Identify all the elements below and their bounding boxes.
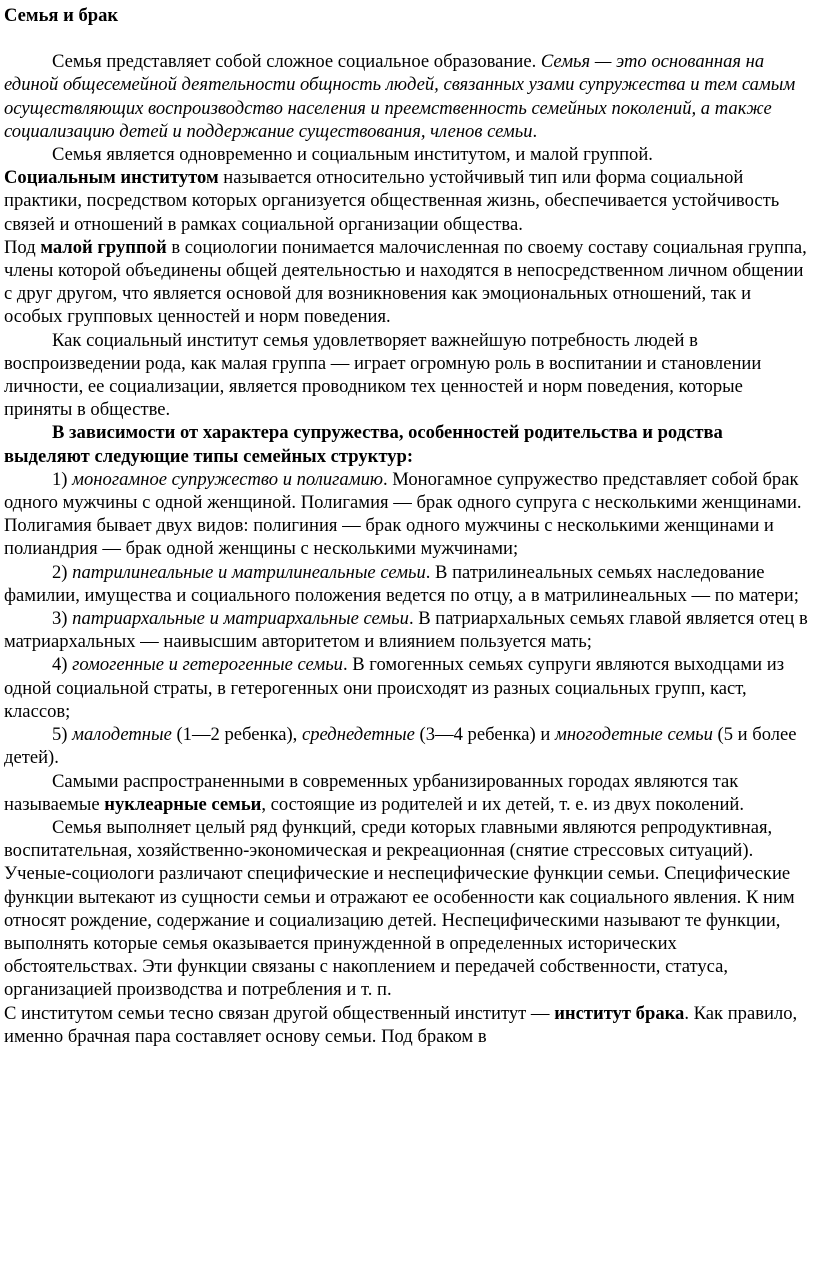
list-item-children-count: 5) малодетные (1—2 ребенка), среднедетные (3—4 ребенка) и многодетные семьи (5 и более детей). xyxy=(4,724,797,769)
term-nuclear-families: нуклеарные семьи xyxy=(104,793,262,815)
paragraph-social-institute: Социальным институтом называется относительно устойчивый тип или форма социальной практики, посредством которых организуется общественная жизнь, обеспечивается устойчивость связей и отношений в рамках социальной организации общества. xyxy=(4,167,780,235)
paragraph-family-functions: Семья выполняет целый ряд функций, среди которых главными являются репродуктивная, воспитательная, хозяйственно-экономическая и рекреационная (снятие стрессовых ситуаций). Ученые-социологи различают специфические и неспецифические функции семьи. Специфические функции вытекают из сущности семьи и отражают ее особенности как социального явления. К ним относят рождение, содержание и социализацию детей. Неспецифическими называют те функции, выполнять которые семья оказывается принужденной в определенных исторических обстоятельствах. Эти функции связаны с накоплением и передачей собственности, статуса, организацией производства и потребления и т. п. xyxy=(4,816,795,1001)
paragraph-nuclear-families: Самыми распространенными в современных урбанизированных городах являются так называемые нуклеарные семьи, состоящие из родителей и их детей, т. е. из двух поколений. xyxy=(4,770,745,815)
list-item-monogamy: 1) моногамное супружество и полигамию. Моногамное супружество представляет собой брак одного мужчины с одной женщиной. Полигамия — брак одного супруга с несколькими женщинами. Полигамия бывает двух видов: полигиния — брак одного мужчины с несколькими женщинами и полиандрия — брак одной женщины с несколькими мужчинами; xyxy=(4,468,802,560)
family-definition-italic: Семья — это основанная на единой общесемейной деятельности общность людей, связанных узами супружества и тем самым осуществляющих воспроизводство населения и преемственность семейных поколений, а также социализацию детей и поддержание существования, членов семьи xyxy=(4,51,796,142)
list-item-homogeneous: 4) гомогенные и гетерогенные семьи. В гомогенных семьях супруги являются выходцами из одной социальной страты, в гетерогенных они происходят из разных социальных групп, каст, классов; xyxy=(4,654,785,722)
paragraph-small-group: Под малой группой в социологии понимается малочисленная по своему составу социальная группа, члены которой объединены общей деятельностью и находятся в непосредственном личном общении с друг другом, что является основой для возникновения как эмоциональных отношений, так и особых групповых ценностей и норм поведения. xyxy=(4,236,807,328)
list-item-lineal: 2) патрилинеальные и матрилинеальные семьи. В патрилинеальных семьях наследование фамилии, имущества и социального положения ведется по отцу, а в матрилинеальных — по матери; xyxy=(4,561,799,606)
paragraph-family-role: Как социальный институт семья удовлетворяет важнейшую потребность людей в воспроизведении рода, как малая группа — играет огромную роль в воспитании и становлении личности, ее социализации, является проводником тех ценностей и норм поведения, которые приняты в обществе. xyxy=(4,329,762,421)
list-item-patriarchal: 3) патриархальные и матриархальные семьи. В патриархальных семьях главой является отец в матриархальных — наивысшим авторитетом и влиянием пользуется мать; xyxy=(4,608,808,653)
paragraph-marriage-institute: С институтом семьи тесно связан другой общественный институт — институт брака. Как правило, именно брачная пара составляет основу семьи. Под браком в xyxy=(4,1002,798,1047)
term-marriage-institute: институт брака xyxy=(554,1002,685,1024)
term-small-group: малой группой xyxy=(40,236,167,258)
term-social-institute: Социальным институтом xyxy=(4,167,219,189)
paragraph-institute-and-group: Семья является одновременно и социальным институтом, и малой группой. xyxy=(52,144,653,166)
document-title: Семья и брак xyxy=(4,5,119,26)
paragraph-family-definition: Семья представляет собой сложное социальное образование. Семья — это основанная на единой общесемейной деятельности общность людей, связанных узами супружества и тем самым осуществляющих воспроизводство населения и преемственность семейных поколений, а также социализацию детей и поддержание существования, членов семьи. xyxy=(4,51,796,142)
paragraph-structure-types-heading: В зависимости от характера супружества, особенностей родительства и родства выделяют следующие типы семейных структур: xyxy=(4,422,723,467)
